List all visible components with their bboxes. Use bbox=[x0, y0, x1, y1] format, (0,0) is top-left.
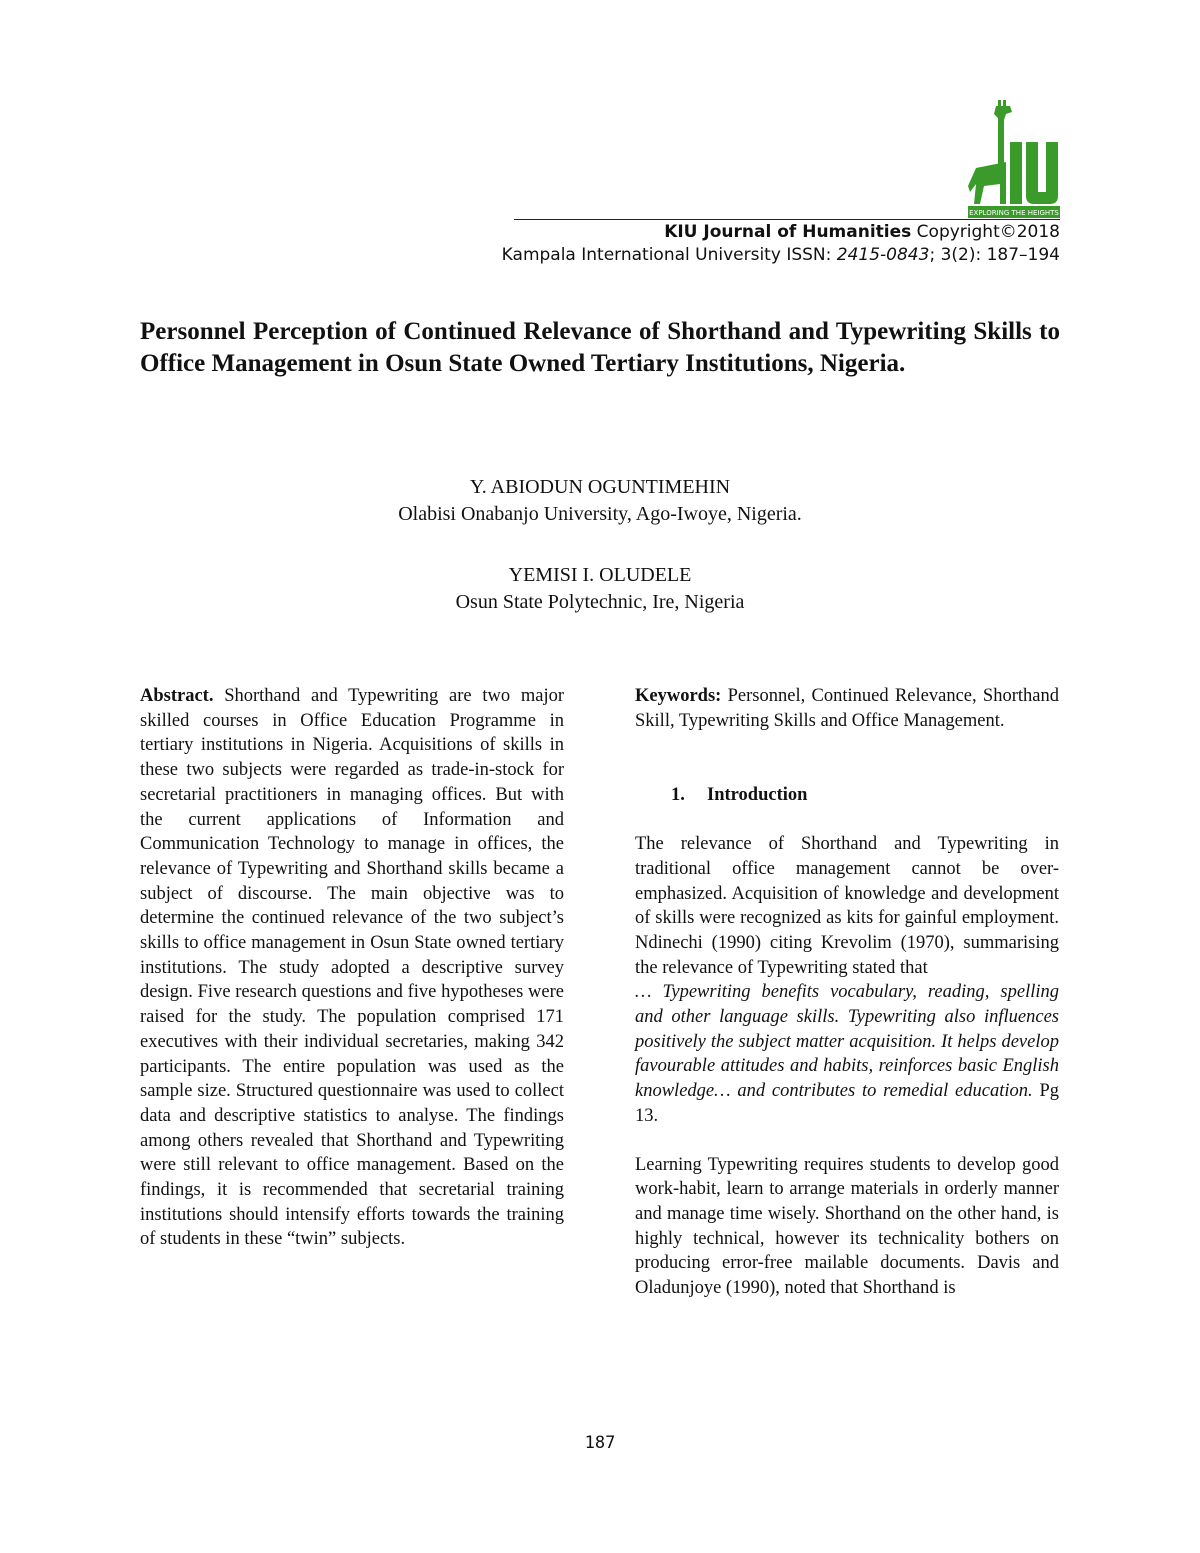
journal-publisher: Kampala International University ISSN: bbox=[501, 245, 837, 265]
kiu-logo-graphic bbox=[966, 96, 1062, 220]
author-name: Y. ABIODUN OGUNTIMEHIN bbox=[469, 476, 731, 498]
author-affiliation: Olabisi Onabanjo University, Ago-Iwoye, Nigeria. bbox=[398, 503, 802, 525]
section-number: 1. bbox=[671, 785, 685, 806]
quote-text: … Typewriting benefits vocabulary, reading, spelling and other language skills. Typewriting also influences positively the subject matter acquisition. It helps develop favourable attitudes and habits, reinforces basic English knowledge… and contributes to remedial education. bbox=[635, 982, 1059, 1102]
page-number: 187 bbox=[584, 1433, 616, 1453]
intro-paragraph-1: The relevance of Shorthand and Typewriting in traditional office management cannot be over-emphasized. Acquisition of knowledge and development of skills were recognized as kits for gainful employment. Ndinechi (1990) citing Krevolim (1970), summarising the relevance of Typewriting stated that bbox=[635, 834, 1059, 978]
intro-paragraph-2: Learning Typewriting requires students to develop good work-habit, learn to arrange materials in orderly manner and manage time wisely. Shorthand on the other hand, is highly technical, however its technicality bothers on producing error-free mailable documents. Davis and Oladunjoye (1990), noted that Shorthand is bbox=[635, 1154, 1059, 1299]
left-column bbox=[140, 684, 564, 1252]
section-heading bbox=[635, 783, 1059, 808]
abstract-label: Abstract. bbox=[140, 686, 214, 706]
author-affiliation: Osun State Polytechnic, Ire, Nigeria bbox=[455, 591, 745, 613]
header-rule bbox=[514, 219, 1060, 220]
section-title: Introduction bbox=[707, 785, 808, 806]
abstract bbox=[140, 684, 564, 1252]
journal-issn-line bbox=[502, 245, 1060, 265]
journal-copyright: Copyright©2018 bbox=[911, 222, 1060, 242]
journal-line bbox=[664, 222, 1060, 242]
abstract-text: Shorthand and Typewriting are two major skilled courses in Office Education Programme in tertiary institutions in Nigeria. Acquisitions of skills in these two subjects were regarded as trade-in-stock for secretarial practitioners in managing offices. But with the current applications of Information and Communication Technology to manage in offices, the relevance of Typewriting and Shorthand skills became a subject of discourse. The main objective was to determine the continued relevance of the two subject’s skills to office management in Osun State owned tertiary institutions. The study adopted a descriptive survey design. Five research questions and five hypotheses were raised for the study. The population comprised 171 executives with their individual secretaries, making 342 participants. The entire population was used as the sample size. Structured questionnaire was used to collect data and descriptive statistics to analyse. The findings among others revealed that Shorthand and Typewriting were still relevant to office management. Based on the findings, it is recommended that secretarial training institutions should intensify efforts towards the training of students in these “twin” subjects. bbox=[140, 686, 564, 1250]
keywords bbox=[635, 684, 1059, 733]
journal-volume-pages: ; 3(2): 187–194 bbox=[929, 245, 1060, 265]
journal-issn: 2415-0843 bbox=[836, 245, 930, 265]
author-list bbox=[140, 474, 1060, 616]
right-column bbox=[635, 684, 1059, 1301]
journal-name: KIU Journal of Humanities bbox=[664, 222, 912, 242]
paper-title: Personnel Perception of Continued Relevance of Shorthand and Typewriting Skills to Office Management in Osun State Owned Tertiary Institutions, Nigeria. bbox=[140, 318, 1060, 377]
kiu-logo bbox=[966, 96, 1062, 220]
author-name: YEMISI I. OLUDELE bbox=[508, 564, 692, 586]
quote-ref: Pg 13. bbox=[635, 1081, 1059, 1126]
author-block bbox=[140, 474, 1060, 528]
keywords-text: Personnel, Continued Relevance, Shorthand Skill, Typewriting Skills and Office Management. bbox=[635, 686, 1059, 731]
intro-quote bbox=[635, 980, 1059, 1128]
logo-tagline: EXPLORING THE HEIGHTS bbox=[969, 209, 1059, 217]
author-block bbox=[140, 562, 1060, 616]
keywords-label: Keywords: bbox=[635, 686, 722, 706]
